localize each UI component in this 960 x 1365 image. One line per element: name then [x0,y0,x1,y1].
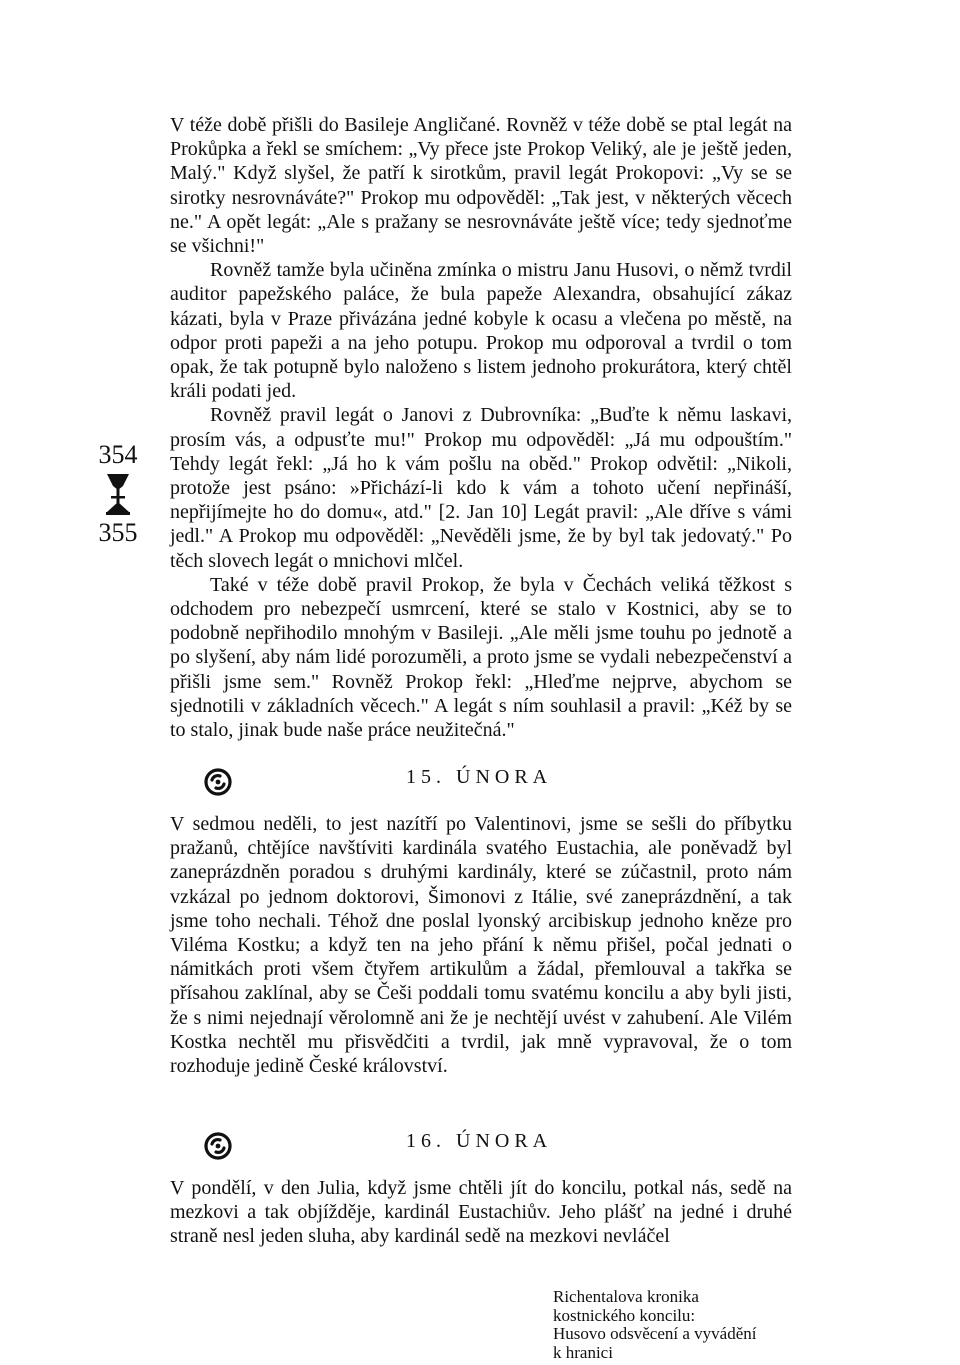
heading-text: 16. ÚNORA [406,1130,553,1152]
caption-line: Husovo odsvěcení a vyvádění [553,1324,757,1343]
text-block-middle [170,812,792,1078]
heading-text: 15. ÚNORA [406,766,553,788]
text-block-top [170,113,792,742]
caption-line: kostnického koncilu: [553,1305,696,1325]
date-heading [170,760,792,800]
page-number-left: 354 [98,440,138,469]
date-heading [170,1124,792,1164]
text-block-bottom [170,1176,792,1249]
page-number-right: 355 [98,518,138,547]
ornament-icon [198,1126,238,1166]
chalice-icon [105,472,131,516]
image-caption [553,1288,813,1362]
paragraph: V pondělí, v den Julia, když jsme chtěli jít do koncilu, potkal nás, sedě na mezkovi a tak objížděje, kardinál Eustachiův. Jeho plášť na jedné i druhé straně nesl jeden sluha, aby kardinál sedě na mezkovi nevláčel [170,1177,792,1248]
caption-line: k hranici [553,1342,613,1362]
paragraph: V sedmou neděli, to jest nazítří po Valentinovi, jsme se sešli do příbytku pražanů, chtějíce navštíviti kardinála svatého Eustachia, ale poněvadž byl zaneprázdněn poradou s druhými kardinály, které se zúčastnil, proto nám vzkázal po jednom doktorovi, Šimonovi z Itálie, své zaneprázdnění, a tak jsme toho nechali. Téhož dne poslal lyonský arcibiskup jednoho kněze pro Viléma Kostku; a když ten na jeho přání k němu přišel, počal jednati o námitkách proti všem čtyřem artikulům a žádal, přemlouval a takřka se přísahou zaklínal, aby se Češi poddali tomu svatému koncilu a aby byli jisti, že s nimi nejednají věrolomně ani že je nechtějí uvést v zahubení. Ale Vilém Kostka nechtěl mu přisvědčiti a tvrdil, jak mně vypravoval, že o tom rozhoduje jedině České království. [170,813,792,1078]
paragraph: Rovněž tamže byla učiněna zmínka o mistru Janu Husovi, o němž tvrdil auditor papežského paláce, že bula papeže Alexandra, obsahující zákaz kázati, byla v Praze přivázána jedné kobyle k ocasu a vlečena po městě, na odpor proti papeži a na jeho potupu. Prokop mu odporoval a tvrdil o tom opak, že tak potupně bylo naloženo s listem jednoho prokurátora, který chtěl králi podati jed. [170,259,792,403]
paragraph: Rovněž pravil legát o Janovi z Dubrovníka: „Buďte k němu laskavi, prosím vás, a odpusťte mu!" Prokop mu odpověděl: „Já mu odpouštím." Tehdy legát řekl: „Já ho k vám pošlu na oběd." Prokop odvětil: „Nikoli, protože jest psáno: »Přichází-li kdo k vám a tohoto učení nepřináší, nepřijímejte ho do domu«, atd." [2. Jan 10] Legát pravil: „Ale dříve s vámi jedl." A Prokop mu odpověděl: „Nevěděli jsme, že by byl tak jedovatý." Po těch slovech legát o mnichovi mlčel. [170,404,792,572]
margin-page-numbers [88,440,148,548]
caption-line: Richentalova kronika [553,1287,699,1306]
paragraph: V téže době přišli do Basileje Angličané. Rovněž v téže době se ptal legát na Prokůpka a řekl se smíchem: „Vy přece jste Prokop Veliký, ale je ještě jeden, Malý." Když slyšel, že patří k sirotkům, pravil legát Prokopovi: „Vy se se sirotky nesrovnáváte?" Prokop mu odpověděl: „Tak jest, v některých věcech ne." A opět legát: „Ale s pražany se nesrovnáváte ještě více; tedy sjednoťme se všichni!" [170,114,792,258]
ornament-icon [198,762,238,802]
paragraph: Také v téže době pravil Prokop, že byla v Čechách veliká těžkost s odchodem pro nebezpečí usmrcení, které se stalo v Kostnici, aby se to podobně nepřihodilo mnohým v Basileji. „Ale měli jsme touhu po jednotě a po slyšení, aby nám lidé porozuměli, a proto jsme se vydali nebezpečenství a přišli jsme sem." Rovněž Prokop řekl: „Hleďme nejprve, abychom se sjednotili v základních věcech." A legát s ním souhlasil a pravil: „Kéž by se to stalo, jinak bude naše práce neužitečná." [170,573,792,742]
